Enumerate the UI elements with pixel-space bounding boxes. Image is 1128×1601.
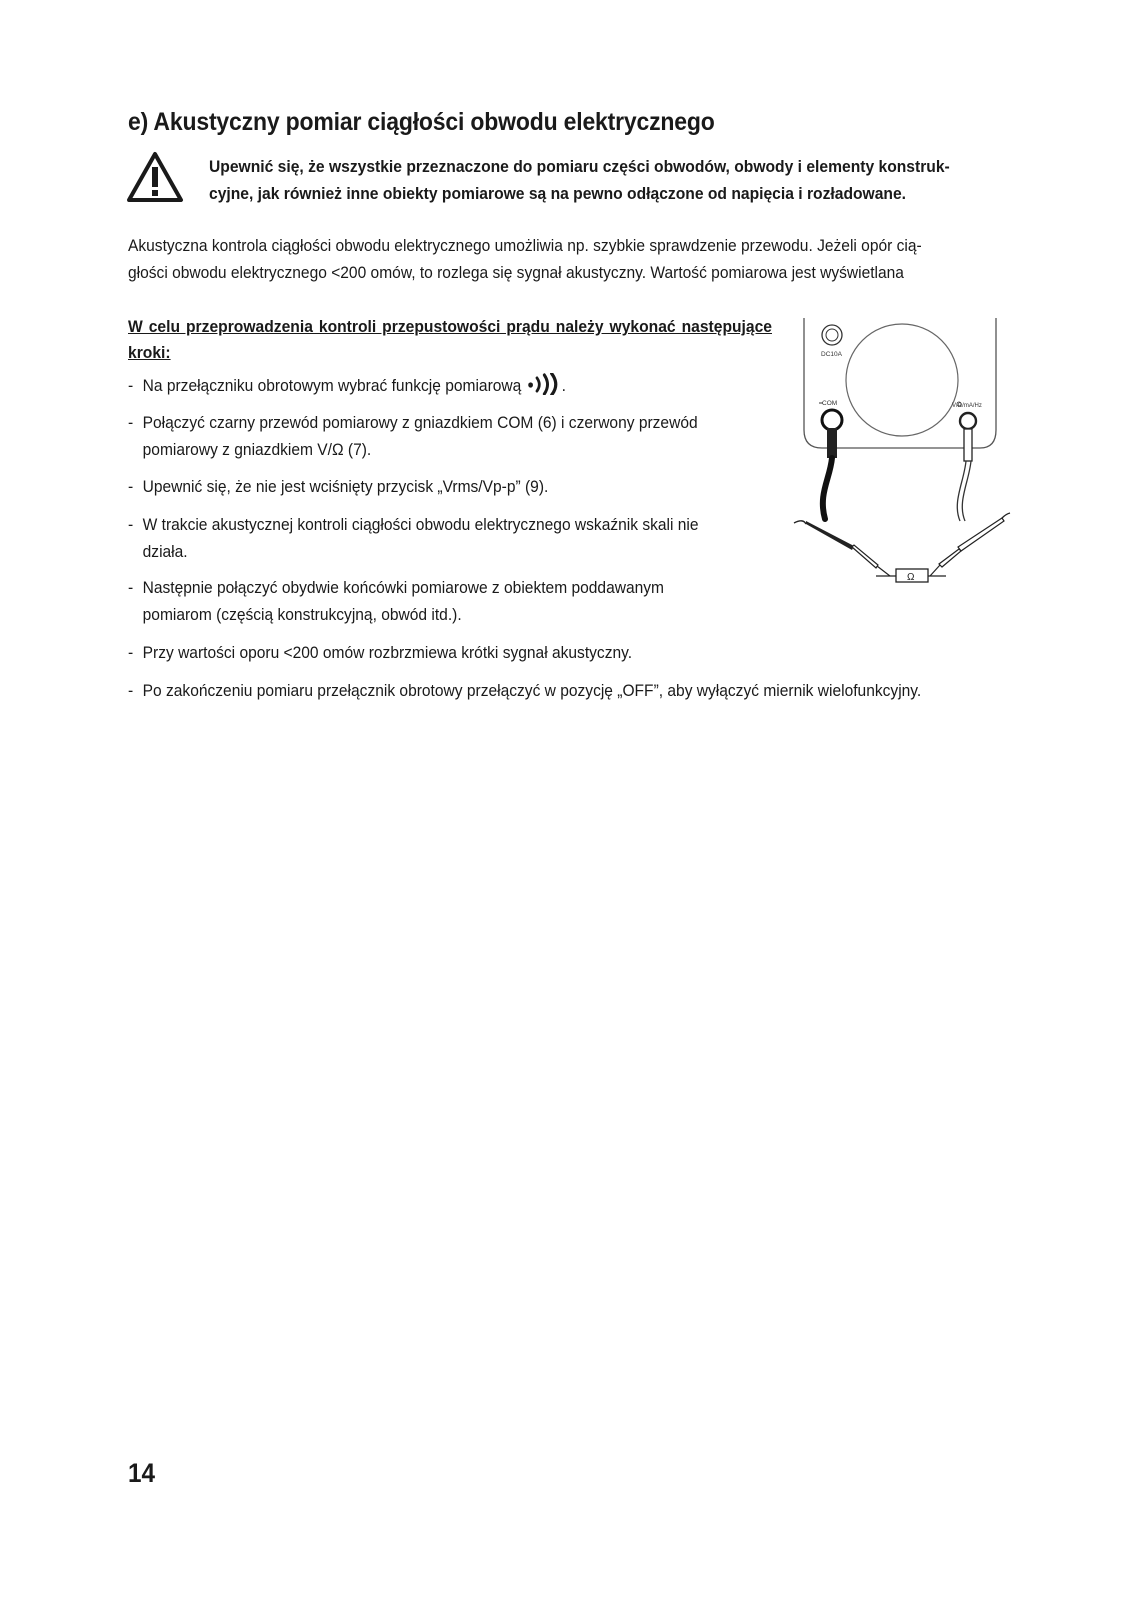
list-line: Następnie połączyć obydwie końcówki pomiarowe z obiektem poddawanym (142, 578, 665, 597)
jack-dc10a-label: DC10A (821, 351, 842, 358)
warning-text (209, 153, 1037, 207)
list-item-text (143, 511, 699, 565)
page-number: 14 (128, 1458, 156, 1488)
list-dash: - (128, 413, 134, 432)
list-line: Przy wartości oporu <200 omów rozbrzmiewa krótki sygnał akustyczny. (142, 643, 633, 662)
list-item-text (143, 574, 664, 628)
list-line: Po zakończeniu pomiaru przełącznik obrotowy przełączyć w pozycję „OFF”, aby wyłączyć miernik wielofunkcyjny. (142, 681, 922, 700)
list-line: Połączyć czarny przewód pomiarowy z gniazdkiem COM (6) i czerwony przewód (142, 413, 698, 432)
list-dash: - (128, 376, 134, 395)
intro-line: głości obwodu elektrycznego <200 omów, to rozlega się sygnał akustyczny. Wartość pomiarowa jest wyświetlana (128, 263, 904, 282)
multimeter-continuity-diagram (792, 314, 1012, 586)
red-probe (958, 518, 1004, 551)
warning-line: Upewnić się, że wszystkie przeznaczone do pomiaru części obwodów, obwody i elementy konstruk- (209, 157, 950, 176)
list-line-suffix: . (561, 376, 566, 395)
list-item-text (143, 372, 566, 399)
list-dash: - (128, 681, 134, 700)
resistor-label: Ω (907, 572, 915, 583)
steps-heading: W celu przeprowadzenia kontroli przepustowości prądu należy wykonać następujące kroki: (128, 317, 772, 362)
black-test-lead (823, 458, 832, 519)
jack-v-ohm (960, 413, 976, 429)
list-item-text (143, 409, 698, 463)
warning-line: cyjne, jak również inne obiekty pomiarowe są na pewno odłączone od napięcia i rozładowane. (209, 184, 907, 203)
warning-triangle-icon (126, 150, 184, 204)
list-dash: - (128, 477, 134, 496)
list-dash: - (128, 643, 134, 662)
rotary-dial (846, 324, 958, 436)
jack-dc10a (822, 325, 842, 345)
jack-v-label: V/Ω/mA/Hz (952, 403, 982, 409)
black-probe (806, 521, 854, 550)
list-line: Na przełączniku obrotowym wybrać funkcję pomiarową (142, 376, 522, 395)
jack-com (822, 410, 842, 430)
list-line: W trakcie akustycznej kontroli ciągłości obwodu elektrycznego wskaźnik skali nie (142, 515, 699, 534)
list-line: pomiarowy z gniazdkiem V/Ω (7). (142, 440, 372, 459)
intro-line: Akustyczna kontrola ciągłości obwodu elektrycznego umożliwia np. szybkie sprawdzenie przewodu. Jeżeli opór cią- (128, 236, 922, 255)
list-line: pomiarom (częścią konstrukcyjną, obwód itd.). (142, 605, 462, 624)
list-item-text (143, 639, 632, 666)
list-item-text (143, 473, 549, 500)
continuity-beep-icon (527, 373, 562, 395)
list-line: Upewnić się, że nie jest wciśnięty przycisk „Vrms/Vp-p” (9). (142, 477, 549, 496)
section-title: e) Akustyczny pomiar ciągłości obwodu elektrycznego (128, 108, 715, 136)
list-dash: - (128, 578, 134, 597)
list-dash: - (128, 515, 134, 534)
intro-paragraph (128, 232, 1043, 286)
jack-com-label: COM (822, 400, 838, 407)
list-item-text (143, 677, 922, 704)
list-line: działa. (142, 542, 188, 561)
